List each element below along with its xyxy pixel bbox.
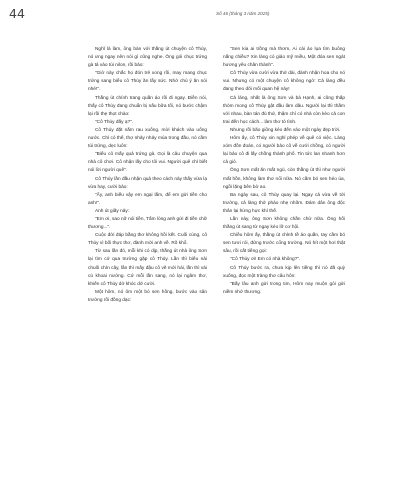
paragraph: Nhưng rồi bão giông kéo đến vào một ngày đẹp trời. [230,127,341,133]
paragraph: Cả làng, nhất là ông Sơn và bà Hạnh, ai cũng thấp thỏm mong cô Thủy gật đầu làm dâu. Người lại thì thầm với nhau, bàn tán đủ thứ, thậm chí có nhà còn kèo cả con trai đến học cách... làm thơ tỏ tình. [223,95,345,125]
paragraph: Cô Thủy vừa cười vừa thở dài, đành nhận hoa cho nó vui. Nhưng có một chuyện cô không ngờ: Cả làng đều đang theo dõi mối quan hệ này! [223,71,345,93]
paragraph: Cô Thủy bước ra, chưa kịp lên tiếng thì nó đã quỳ xuống, đọc một tràng thơ câu hôn: [223,265,345,279]
issue-header: Số 46 (tháng 3 năm 2025) [216,11,270,16]
paragraph: "Ấy, anh biếu vậy em ngại lắm, để em gửi tiền cho anh!". [88,192,207,206]
paragraph: "Cô Thủy ơi! Em có nhà không?". [230,257,301,263]
paragraph: Lần này, ông Sơn không chần chừ nữa. Ông hối thằng út sang từ ngay kéo lỡ cơ hội. [223,216,345,231]
paragraph: Một hôm, nó ôm một bó sen hồng, bước vào sân trường rồi đồng dạc: [88,289,207,303]
paragraph: Cuộc đời đáp bằng thơ không hồi kết. Cuối cùng, cô Thủy vì bối thực thơ, đành mời anh về. Rõ khổ. [88,233,207,247]
paragraph: "Cô Thủy đấy ạ?". [95,119,134,125]
paragraph: "Bấy lâu anh gửi trong tim, Hôm nay muộn gói gửi niềm nhớ thương. [223,281,345,295]
article-column-left [88,46,207,305]
paragraph: "Giờ này chắc họ đón trẻ xong rồi, may mang chục trứng sang biếu cô Thủy ăn lấy sức. Nhớ chú ý ăn nói nhé!". [88,71,207,93]
paragraph: "Biếu cô mấy quả trứng gà. Gọi là câu chuyện qua nhà cô chơi. Cô nhận lấy cho tôi vui. Người quê chỉ biết nói lời người quê". [88,152,207,174]
paragraph: Nghĩ là làm, ông bàn với thằng út chuyện cô Thủy, nó ưng ngay nên nói gì cũng nghe. Ông gói chục trứng gà tả vào túi nilon, rồi bảo: [88,47,207,69]
paragraph: "Sen kia ai trồng mà thơm, Ai cài áo lụa tìm buông nắng chiều? Xin làng có giảo mỹ miều, Một đóa sen ngát hương yêu chân thành". [223,47,345,69]
paragraph: Ông Sơn mất ăn mất ngủ, còn thằng út thì như người mất hồn, không làm thơ nổi nữa. Nó cầm bó sen héo úa, ngồi lặng bên bờ ao. [223,168,345,190]
paragraph: Thằng út chính trang quần áo rồi đi ngay. Điền nói, thấy cô Thủy đang chuẩn bị nấu bữa tối, nó bước chậm lại rồi thẹ thọt chào: [88,95,207,117]
paragraph: Ba ngày sau, cô Thủy quay lại. Ngay cả vừa về tới trường, cả làng thở phào nhẹ nhõm. Đám dân ông độc thân lại hừng hực khí thế. [223,192,345,214]
paragraph: Từ sau lần đó, mỗi khi có dịp, thằng út nhà ông Sơn lại tìm cớ qua trường gặp cô Thủy. Lần thì biếu nải chuối chín cây, lần thì mấy đậu cô vẽ mới hái, lần thì vài củ khoai nướng. Cứ mỗi lần sang, nó lại ngâm thơ, khiến cô Thủy dở khóc dở cười. [88,249,207,287]
paragraph: Cô Thủy lần đầu nhận quà theo cách này thấy vừa lạ vừa hay, cười bảo: [88,176,207,190]
article-column-right [223,46,345,297]
paragraph: Anh út giãy nảy: [95,208,130,214]
page-number: 44 [9,6,25,21]
paragraph: "Em ơi, sao nỡ nói tiền, Tấm lòng anh gửi đi tiền chữ thương...". [88,216,207,231]
paragraph: Cô Thủy đặt nắm rau xuống, mời khách vào uống nước. Chỉ có thế, thợ nhảy nhảy múa trong đầu, nó cầm túi trứng, dẹc luôn: [88,127,207,150]
paragraph: Hôm ấy, cô Thủy xin nghỉ phép về quê có việc. Làng xóm đồn đoán, có người bảo cô về cưới chồng, có người lại bảo cô đi lấy chồng thành phố. Tin tức lan nhanh hơn cả gió. [223,136,345,166]
paragraph: Chiều hôm ấy, thằng út chỉnh tề áo quần, tay cầm bó sen tươi rói, đứng trước cổng trường. Nó hít một hơi thật sâu, rồi cất tiếng gọi: [223,233,345,255]
